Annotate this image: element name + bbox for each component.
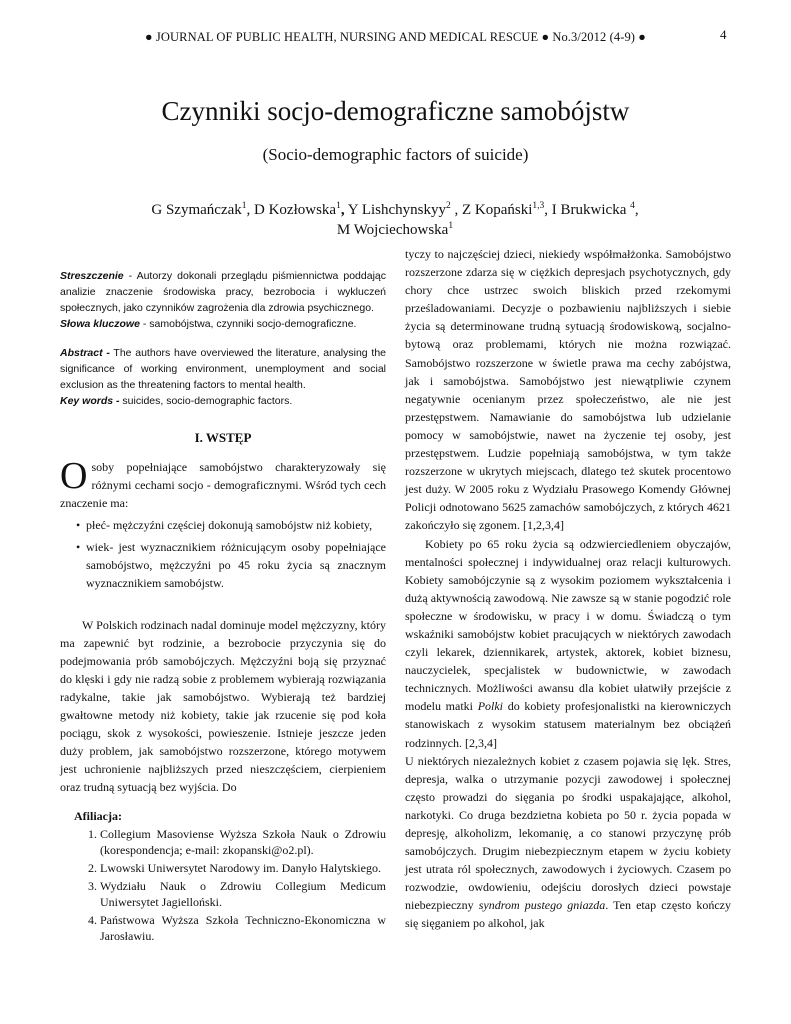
affiliations: [60, 808, 386, 946]
list-item: • wiek- jest wyznacznikiem różnicującym osoby popełniające samobójstwo, mężczyźni po 45 roku życia są znacznym wyznacznikiem samobójstw.: [60, 538, 386, 592]
right-column: [405, 245, 731, 933]
text-run-italic: Polki: [477, 699, 504, 714]
affiliations-title: Afiliacja:: [74, 809, 122, 823]
text-run: U niektórych niezależnych kobiet z czasem pojawia się lęk. Stres, depresja, walka o utrzymanie pozycji zawodowej i społecznej często prowadzi do sięgania po środki uspakajające, alkohol, narkotyki. Co druga bezdzietna kobieta po 50 r. życia popada w depresję, alkoholizm, lekomanię, a co stanowi przyczynę prób samobójczych. Drugim niebezpiecznym etapem w życiu kobiety jest utrata ról społecznych, zawodowych i życiowych. Czasem po rozwodzie, owdowieniu, odejściu dorosłych dzieci powstaje niebezpieczny: [405, 753, 731, 913]
list-item: 4. Państwowa Wyższa Szkoła Techniczno-Ekonomiczna w Jarosławiu.: [100, 912, 386, 944]
text-run: Kobiety po 65 roku życia są odzwierciedleniem obyczajów, mentalności społecznej i indywidualnej oraz relacji kulturowych. Kobiety samobójczynie są z wysokim poziomem wykształcenia i dużą aktywnością zawodową. Nie zawsze są w stanie pogodzić role społeczne w środowisku, w pracy i w domu. Świadczą o tym wskaźniki samobójstw kobiet pracujących w niektórych zawodach czyli lekarek, dziennikarek, artystek, aktorek, kobiet biznesu, nauczycielek, specjalistek w budownictwie, w zawodach technicznych. Możliwości awansu dla kobiet ułatwiły przejście z modelu matki: [405, 536, 731, 714]
list-item: 3. Wydziału Nauk o Zdrowiu Collegium Medicum Uniwersytet Jagielloński.: [100, 878, 386, 910]
text-run: do kobiety profesjonalistki na kierowniczych stanowiskach z wysokim statusem materialnym bez obciążeń rodzinnych. [2,3,4]: [405, 699, 732, 750]
author-affiliation-index: 1: [336, 201, 341, 211]
author-list: G Szymańczak$^1$, D Kozłowska$^1$, Y Lishchynskyy$^2$ , Z Kopański$^{1,3}$, I Brukwicka $^4$, M Wojciechowska$^1$: [151, 201, 639, 238]
abstract-text: The authors have overviewed the literature, analysing the significance of working environment, unemployment and social exclusion as the threatening factors to mental health.: [60, 347, 386, 391]
section-heading: I. WSTĘP: [194, 430, 252, 445]
abstract-label: Streszczenie: [60, 270, 124, 282]
body-paragraph: tyczy to najczęściej dzieci, niekiedy współmałżonka. Samobójstwo rozszerzone zdarza się w ciężkich depresjach psychotycznych, gdy chory chce ustrzec swoich bliskich przed rzekomymi prześladowaniami. Decyzje o pozbawieniu najbliższych i siebie życia są determinowane trudną sytuacją środowiskową, socjalno-bytową oraz problemami, których nie można rozwiązać. Samobójstwo rozszerzone w świetle prawa ma cechy zabójstwa, jak i samobójstwa. Samobójstwo jest niewątpliwie czynem negatywnie ocenianym przez społeczeństwo, ale nie jest przestępstwem. Namawianie do samobójstwa lub udzielanie pomocy w samobójstwie, nawet na życzenie tej osoby, jest przestępstwem. Ludzie popełniają samobójstwa, w tym także rozszerzone w ukrytych miejscach, dlatego też skutek procentowo jest duży. W 2005 roku z Wydziału Prasowego Komendy Głównej Policji odnotowano 5625 zamachów samobójczych, z których 4621 zakończyło się zgonem. [1,2,3,4]: [405, 247, 731, 533]
abstract-english: [60, 345, 386, 409]
intro-bullet-list: [60, 516, 386, 592]
keywords-text: suicides, socio-demographic factors.: [119, 395, 293, 407]
author-name: M Wojciechowska: [336, 222, 449, 238]
keywords-text: - samobójstwa, czynniki socjo-demograficzne.: [139, 318, 357, 330]
article-title: Czynniki socjo-demograficzne samobójstw: [161, 96, 630, 126]
author-name: D Kozłowska: [254, 202, 337, 218]
list-item: • płeć- mężczyźni częściej dokonują samobójstw niż kobiety,: [60, 516, 386, 534]
author-affiliation-index: 1: [241, 201, 247, 211]
author-affiliation-index: 2: [446, 201, 451, 211]
author-name: I Brukwicka: [551, 202, 627, 218]
page-number: 4: [720, 27, 727, 42]
abstract-polish: [60, 268, 386, 332]
abstract-label: Abstract -: [60, 347, 110, 359]
author-name: Z Kopański: [462, 202, 533, 218]
body-paragraph: W Polskich rodzinach nadal dominuje model mężczyzny, który ma zapewnić byt rodzinie, a bezrobocie przyczynia się do podejmowania prób samobójczych. Mężczyźni boją się przyznać do klęski i gdy nie radzą sobie z problemem wybierają rozwiązania radykalne, takie jak samobójstwo. Wybierają też bardziej gwałtowne metody niż kobiety, takie jak rzucenie się pod koła pociągu, skok z wysokości, powieszenie. Istnieje jeszcze jeden duży problem, jak samobójstwo rozszerzone, którego motywem jest uchronienie najbliższych przed nieszczęściem, cierpieniem oraz trudną sytuacją bez wyjścia. Do: [60, 618, 386, 794]
drop-cap: O: [60, 455, 88, 497]
article-subtitle: (Socio-demographic factors of suicide): [262, 145, 529, 164]
author-affiliation-index: 1: [448, 221, 454, 231]
body-paragraph: [405, 752, 731, 933]
journal-header: ● JOURNAL OF PUBLIC HEALTH, NURSING AND MEDICAL RESCUE ● No.3/2012 (4-9) ●: [145, 30, 646, 44]
author-name: G Szymańczak: [151, 202, 242, 218]
abstract-text: - Autorzy dokonali przeglądu piśmiennictwa poddając analizie znaczenie środowiska pracy, bezrobocia i wykluczeń społecznych, jako czynników zagrożenia dla zdrowia psychicznego.: [60, 270, 386, 314]
body-paragraph: [405, 535, 731, 752]
affiliations-list: [60, 826, 386, 944]
intro-paragraph: [60, 455, 386, 596]
text-run: . Ten etap często kończy się sięganiem po alkohol, jak: [405, 898, 731, 931]
list-item: 2. Lwowski Uniwersytet Narodowy im. Danyło Halytskiego.: [100, 860, 386, 876]
author-affiliation-index: 1,3: [532, 201, 545, 211]
keywords-label: Słowa kluczowe: [60, 318, 140, 330]
list-item: 1. Collegium Masoviense Wyższa Szkoła Nauk o Zdrowiu (korespondencja; e-mail: zkopanski@o2.pl).: [100, 826, 386, 858]
text-run-italic: syndrom pustego gniazda: [478, 898, 606, 913]
intro-text: soby popełniające samobójstwo charakteryzowały się różnymi cechami socjo - demograficznymi. Wśród tych cech znaczenie ma:: [60, 460, 386, 510]
author-affiliation-index: 4: [630, 201, 635, 211]
keywords-label: Key words -: [60, 395, 120, 407]
author-name: Y Lishchynskyy: [347, 202, 446, 218]
